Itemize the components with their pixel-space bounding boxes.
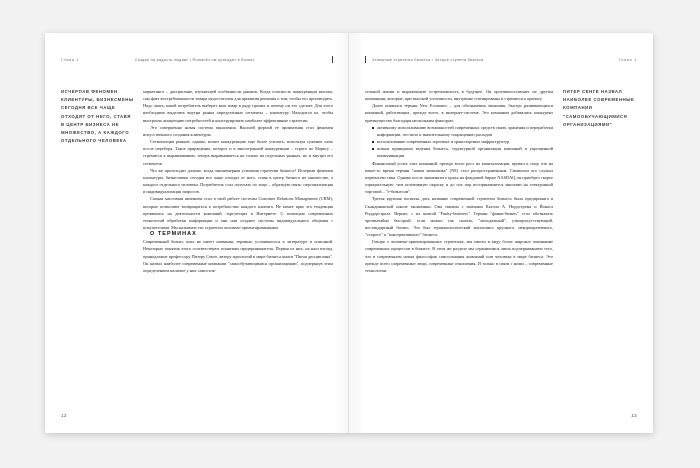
- paragraph: Это совершенно новая система мышления. Высшей формой ее проявления стал феномен искусственного создания клиентуры.: [143, 124, 333, 137]
- paragraph: Говоря о человеко-ориентированных стратегиях, мы имели в виду более широкое понимание современных процессов в бизнесе. В этом же разделе мы ограничимся лишь подчеркиванием того, что в современном новая философия самосознания компаний или человека в мире бизнеса. Это прежде всего современные люди, современные отношения. И только в связи с ними – современные технологии.: [365, 239, 553, 273]
- list-item: использованию современных торговых и транспортных инфраструктур: [372, 138, 553, 145]
- left-running-head-title: Создан на радость людям! • Romantic'ом приходит в бизнес: [135, 57, 255, 62]
- left-text-column: [143, 88, 333, 418]
- right-running-head-chapter: Глава 1: [618, 57, 637, 62]
- paragraph: Далее появился термин New Economic – для обозначения экономик, быстро развивающихся компаний, работающих, прежде всего, в интернет-системе. Это компании добавались конкурент преимущества благодаря нескольким факторам:: [365, 103, 553, 123]
- left-gutter-shadow: [333, 33, 349, 433]
- book-spread: [45, 33, 653, 433]
- running-head-rule-icon: [365, 56, 366, 63]
- right-running-head-title: Успешные стратегии бизнеса • Четыре ступени бизнеса: [372, 57, 484, 62]
- paragraph: маркетинга – дисциплине, изучающей особенности рынков. Когда плотность конкуренции высока, сам факт востребованности товара недостаточен для принятия решения о том, чтобы его производить. Надо знать, какой потребитель выберет ваш товар в ряду прочих и почему он это сделает. Для этого необходимо выделить внутри рынка определенные сегменты – клиентуру. Находится из, чтобы выстроить концепцию потребностей и конструировать наиболее эффективные стратегии.: [143, 89, 333, 123]
- paragraph: Что же происходит дальше, когда закономерная усиления стратегии бизнеса? Исчерпав феномен клиентуры, бизнесмены сегодня все чаще отходят от него, ставя в центр бизнеса не множество, а каждого отдельного человека. Потребитель стал получать по лицо – обратную связь: персонализация и индивидуализация запросов.: [143, 167, 333, 195]
- right-page-number: 13: [631, 413, 637, 418]
- paragraph: Сегментация рынков, однако, может конкуренцию еще более усилить, используя сужение само после перебора. Такое приращение, которое и в многогранной конкуренции – строго по Марксу – стремится к выравниванию, теперь выравнивается не только на отдельных рынках, но и внутри его сегментов.: [143, 139, 333, 166]
- running-head-rule-icon: [332, 56, 333, 63]
- right-running-head: [365, 55, 637, 64]
- left-running-head: [61, 55, 333, 64]
- right-body-grid: [365, 88, 637, 418]
- right-gutter-shadow: [349, 33, 365, 433]
- paragraph: Финансовый успех этих компаний, прежде всего рост их капитализации, привел к тому, что на какое-то время термин "новая экономика" (NE) стал распространенным. Символом его служил первенство тика. Однако после знаменитого краха на фондовой бирже NASDAQ он приобрел скорее отрицательную, чем позитивную окраску и до сих пор воспринимается многими на электронной торговой – "e-бизнесом".: [365, 160, 553, 195]
- right-text-column: [365, 88, 553, 418]
- list-item: новым принципам ведения бизнеса, структурной организации компаний и упрощенной коммуникации: [372, 145, 553, 159]
- paragraph: Третья крупная попытка дать название современной стратегии бизнеса была предпринята в Скандинавской школе экономики. Она связана с именами Кьелла А. Нордстрема и Йонаса Риддерстрале. Вернее, с их книгой "Funky-business". Термин "фанки-бизнес" стал обозначать чрезвычайно быстрый, если можно так сказать, "молодежный", узкоприсутствующий, нестандартный бизнес. Это был терминологический антагонист крупного, некорпоративного, "старого" и "консервативного" бизнеса.: [365, 196, 553, 238]
- left-page-number: 12: [61, 413, 67, 418]
- feature-bullet-list: [365, 124, 553, 160]
- paragraph: Самым массовым явлением стал в свой работе системы Customer Relations Management (CRM), которые позволяют возвращаться к потребностям каждого клиента. Не менее ярко эта тенденция проявилась на деятельности компаний, торгующих в Интернете. С помощью современных технологий обработки информации и они они создают системы индивидуального общения с покупателями. Мы называем эти стратегии человеко-ориентированными.: [143, 196, 333, 230]
- paragraph: тельной жизни и выраженную устремленность в будущее. Он противопоставляет их другим компаниям, которые, при высокой успешности, внутренне стагнированы и стремятся к кризису.: [365, 89, 553, 102]
- section-heading: О ТЕРМИНАХ: [150, 231, 197, 238]
- left-body-grid: [61, 88, 333, 418]
- gutter-divider: [348, 33, 349, 433]
- paragraph: Современный бизнес пока не имеет названия, термина, устоявшегося в литературе и описаний. Некоторые понятия этого соответствуют понятиям предпринимателя. Первая из них, на наш взгляд, принадлежит профессору Питеру Сенге, автору идеологий в мире бизнеса книги "Пятая дисциплина". Он назвал наиболее современные компании "самообучающимися организациями", подчеркнув этим определением наличие у них самостоя-: [143, 239, 333, 273]
- left-page: [45, 33, 349, 433]
- list-item: активному использованию возможностей современных средств связи, хранения и переработки информации, что вело к значительному сокращению расходов: [372, 124, 553, 138]
- left-running-head-chapter: Глава 1: [61, 57, 80, 62]
- left-marginal-note: ИСЧЕРПАВ ФЕНОМЕН КЛИЕНТУРЫ, БИЗНЕСМЕНЫ СЕГОДНЯ ВСЕ ЧАЩЕ ОТХОДЯТ ОТ НЕГО, СТАВЯ В ЦЕНТР БИЗНЕСА НЕ МНОЖЕСТВО, А КАЖДОГО ОТДЕЛЬНОГО ЧЕЛОВЕКА: [61, 89, 134, 144]
- right-page: [349, 33, 653, 433]
- right-marginal-note: ПИТЕР СЕНГЕ НАЗВАЛ НАИБОЛЕЕ СОВРЕМЕННЫЕ КОМПАНИИ "САМООБУЧАЮЩИМИСЯ ОРГАНИЗАЦИЯМИ": [563, 89, 635, 127]
